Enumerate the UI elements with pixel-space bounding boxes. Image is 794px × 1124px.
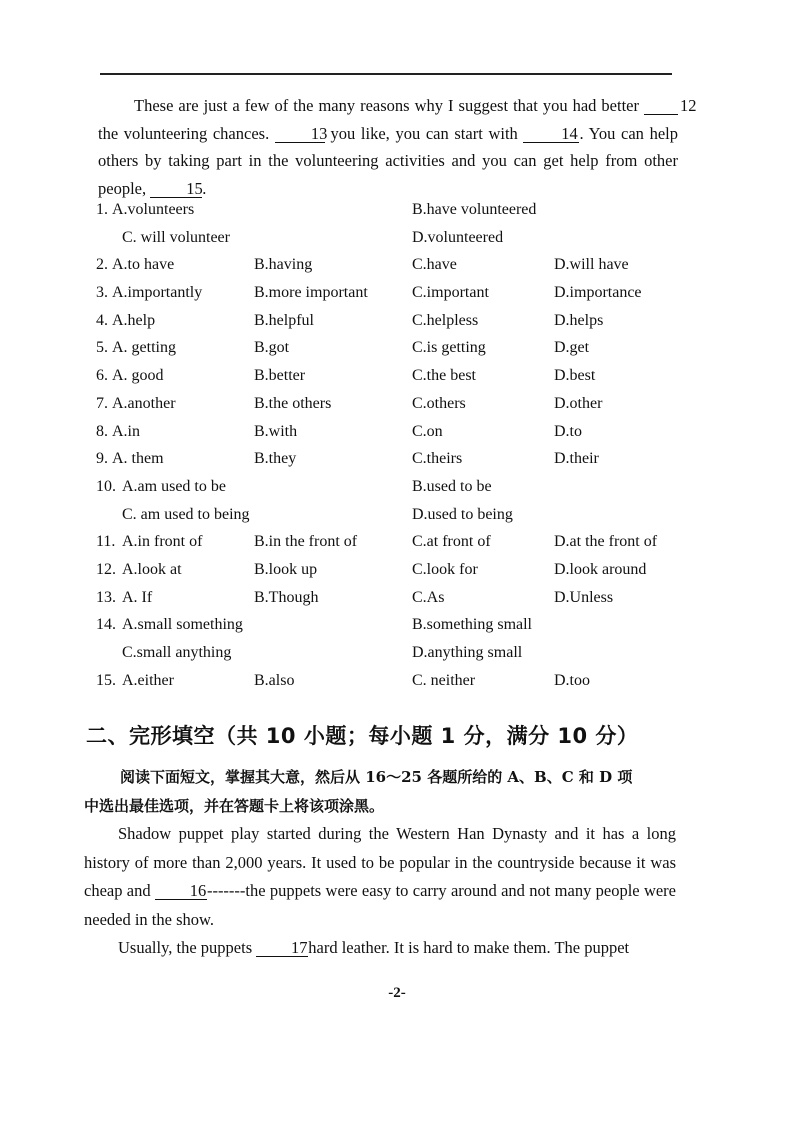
question-number: 5.	[96, 339, 108, 357]
option-d: D.best	[554, 367, 596, 385]
option-a: A.small something	[122, 616, 243, 634]
question-row	[96, 672, 696, 700]
option-a: A. getting	[112, 339, 176, 357]
option-b: B.better	[254, 367, 306, 385]
option-c: C.on	[412, 422, 443, 440]
passage-text: . You can help others by taking part in the volunteering activities and you can get help from other people,	[98, 123, 678, 198]
passage-text: Shadow puppet play started during the Western Han Dynasty and it has a long history of more than 2,000 years. It used to be popular in the countryside because it was cheap and	[84, 824, 676, 900]
option-b: B.also	[254, 671, 295, 689]
option-a: A.in	[112, 422, 140, 440]
option-a: A.to have	[112, 256, 175, 274]
option-a: A. If	[122, 588, 153, 606]
question-row	[96, 561, 696, 589]
question-row	[96, 450, 696, 478]
option-d: D.volunteered	[412, 228, 504, 246]
option-c: C.the best	[412, 367, 476, 385]
option-c: C.have	[412, 256, 457, 274]
option-b: B.look up	[254, 560, 318, 578]
question-row	[96, 589, 696, 617]
question-number: 4.	[96, 311, 108, 329]
question-number: 14.	[96, 616, 116, 634]
option-b: B.got	[254, 339, 290, 357]
question-row	[96, 284, 696, 312]
question-number: 3.	[96, 284, 108, 302]
passage-paragraph	[84, 934, 676, 963]
instruction-line: 阅读下面短文，掌握其大意，然后从 16～25 各题所给的 A、B、C 和 D 项	[120, 768, 633, 786]
question-row-continued	[96, 644, 696, 672]
option-c: C.is getting	[412, 339, 486, 357]
blank-14: 14	[523, 125, 579, 143]
question-row	[96, 256, 696, 284]
question-number: 13.	[96, 588, 116, 606]
instruction-line: 中选出最佳选项，并在答题卡上将该项涂黑。	[84, 797, 385, 815]
option-b: B.more important	[254, 284, 368, 302]
question-row	[96, 395, 696, 423]
passage-paragraph	[84, 820, 676, 934]
question-number: 11.	[96, 533, 116, 551]
question-row	[96, 533, 696, 561]
passage-paragraph-1	[98, 92, 697, 202]
passage-text: hard leather. It is hard to make them. The puppet	[308, 938, 630, 957]
section-title: 二、完形填空（共 10 小题；每小题 1 分，满分 10 分）	[86, 724, 639, 748]
option-d: D.to	[554, 422, 582, 440]
option-d: D.get	[554, 339, 590, 357]
question-number: 7.	[96, 394, 108, 412]
option-c: C. neither	[412, 671, 476, 689]
question-row	[96, 312, 696, 340]
passage-paragraph-2	[84, 820, 676, 963]
question-row	[96, 367, 696, 395]
option-d: D.look around	[554, 560, 647, 578]
option-b: B.the others	[254, 394, 332, 412]
passage-text: the volunteering chances.	[98, 123, 270, 143]
question-row	[96, 201, 696, 229]
option-c: C. will volunteer	[122, 228, 230, 246]
option-d: D.Unless	[554, 588, 614, 606]
option-c: C.As	[412, 588, 445, 606]
option-c: C.small anything	[122, 644, 232, 661]
passage-text: you like, you can start with	[330, 123, 518, 143]
option-d: D.used to being	[412, 505, 513, 523]
option-d: D.too	[554, 671, 590, 689]
option-b: B.have volunteered	[412, 201, 537, 218]
passage-text: .	[202, 178, 207, 198]
option-b: B.helpful	[254, 311, 314, 329]
option-c: C.important	[412, 284, 489, 302]
options-list	[96, 201, 696, 699]
question-row	[96, 423, 696, 451]
header-rule	[100, 73, 672, 75]
passage-text: These are just a few of the many reasons why I suggest that you had better	[134, 96, 639, 115]
blank-16: 16	[155, 882, 207, 900]
option-b: B.in the front of	[254, 533, 358, 551]
question-row-continued	[96, 506, 696, 534]
option-d: D.anything small	[412, 644, 523, 661]
question-number: 8.	[96, 422, 108, 440]
blank-12: 12	[644, 97, 678, 115]
option-c: C.look for	[412, 560, 478, 578]
question-number: 12.	[96, 560, 116, 578]
option-a: A.look at	[122, 560, 182, 578]
option-c: C.others	[412, 394, 466, 412]
question-number: 10.	[96, 477, 116, 495]
option-b: B.with	[254, 422, 298, 440]
question-row	[96, 616, 696, 644]
option-d: D.at the front of	[554, 533, 658, 551]
question-number: 2.	[96, 256, 108, 274]
option-a: A.importantly	[112, 284, 203, 302]
option-b: B.Though	[254, 588, 319, 606]
question-row	[96, 478, 696, 506]
blank-13: 13	[275, 125, 325, 143]
option-b: B.something small	[412, 616, 532, 634]
option-c: C. am used to being	[122, 505, 250, 523]
option-a: A.help	[112, 311, 156, 329]
question-number: 1.	[96, 201, 108, 218]
option-b: B.used to be	[412, 477, 492, 495]
option-a: A.another	[112, 394, 176, 412]
option-a: A.am used to be	[122, 477, 226, 495]
blank-17: 17	[256, 939, 308, 957]
option-c: C.at front of	[412, 533, 491, 551]
option-a: A.in front of	[122, 533, 203, 551]
passage-text: Usually, the puppets	[118, 938, 253, 957]
option-d: D.their	[554, 450, 599, 468]
blank-15: 15	[150, 180, 202, 198]
question-row	[96, 339, 696, 367]
question-number: 9.	[96, 450, 108, 468]
passage-text: -------the puppets were easy to carry around and not many people were needed in the show.	[84, 881, 677, 929]
option-d: D.will have	[554, 256, 629, 274]
question-number: 6.	[96, 367, 108, 385]
option-a: A.volunteers	[112, 201, 195, 218]
section-instructions	[84, 763, 684, 821]
option-d: D.importance	[554, 284, 642, 302]
option-c: C.theirs	[412, 450, 463, 468]
option-c: C.helpless	[412, 311, 479, 329]
option-a: A. them	[112, 450, 164, 468]
option-b: B.having	[254, 256, 313, 274]
option-b: B.they	[254, 450, 297, 468]
option-a: A.either	[122, 671, 174, 689]
question-number: 15.	[96, 671, 116, 689]
option-d: D.helps	[554, 311, 604, 329]
page-number: -2-	[388, 985, 406, 1001]
option-a: A. good	[112, 367, 164, 385]
question-row-continued	[96, 229, 696, 257]
option-d: D.other	[554, 394, 603, 412]
